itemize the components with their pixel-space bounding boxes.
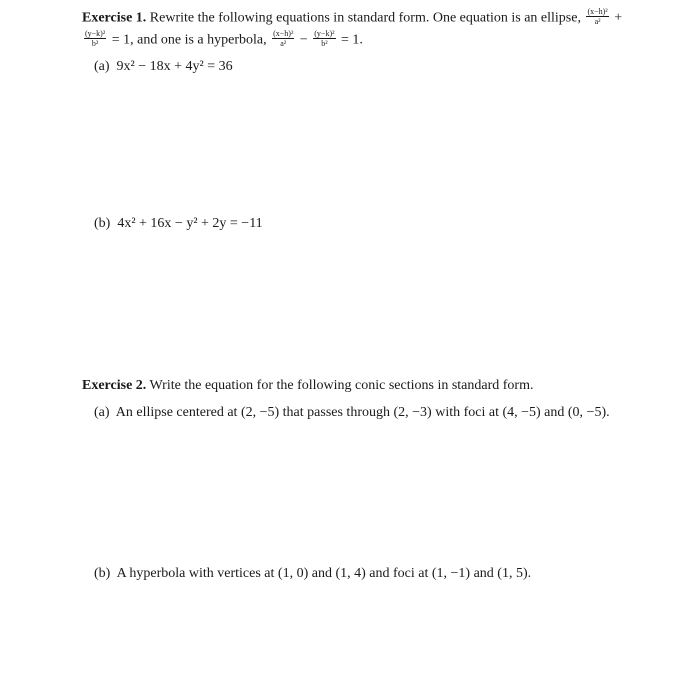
minus-sign: −	[299, 32, 308, 48]
exercise-1-title: Exercise 1.	[82, 10, 147, 26]
exercise-2-intro	[82, 377, 533, 395]
ellipse-equation-tail: = 1, and one is a hyperbola,	[111, 32, 267, 48]
part-text: A hyperbola with vertices at (1, 0) and (1, 4) and foci at (1, −1) and (1, 5).	[116, 566, 532, 581]
part-text: An ellipse centered at (2, −5) that passes through (2, −3) with foci at (4, −5) and (0, −5).	[115, 405, 610, 420]
exercise-1-part-a	[94, 58, 233, 76]
part-equation: 9x² − 18x + 4y² = 36	[116, 59, 233, 74]
exercise-1-part-b	[94, 215, 263, 233]
exercise-1-intro: Rewrite the following equations in standard form. One equation is an ellipse,	[149, 10, 581, 26]
ellipse-fraction-y: $\frac{\text{(y−k)²}}{\text{b²}}$	[85, 29, 106, 48]
part-label: (a)	[94, 405, 110, 420]
exercise-2-intro-text: Write the equation for the following conic sections in standard form.	[149, 378, 534, 393]
hyperbola-equation-tail: = 1.	[341, 32, 363, 48]
part-label: (b)	[94, 216, 111, 231]
plus-sign: +	[614, 10, 623, 26]
exercise-2-part-b	[94, 565, 531, 583]
part-label: (b)	[94, 566, 111, 581]
part-equation: 4x² + 16x − y² + 2y = −11	[117, 216, 263, 231]
exercise-1-intro-line-2	[82, 31, 363, 50]
exercise-1-intro-line-1	[82, 9, 622, 28]
hyperbola-fraction-y: $\frac{\text{(y−k)²}}{\text{b²}}$	[314, 29, 335, 48]
hyperbola-fraction-x: $\frac{\text{(x−h)²}}{\text{a²}}$	[273, 29, 294, 48]
ellipse-fraction-x: $\frac{\text{(x−h)²}}{\text{a²}}$	[587, 7, 608, 26]
part-label: (a)	[94, 59, 110, 74]
exercise-2-part-a	[94, 404, 610, 422]
exercise-2-title: Exercise 2.	[82, 378, 147, 393]
